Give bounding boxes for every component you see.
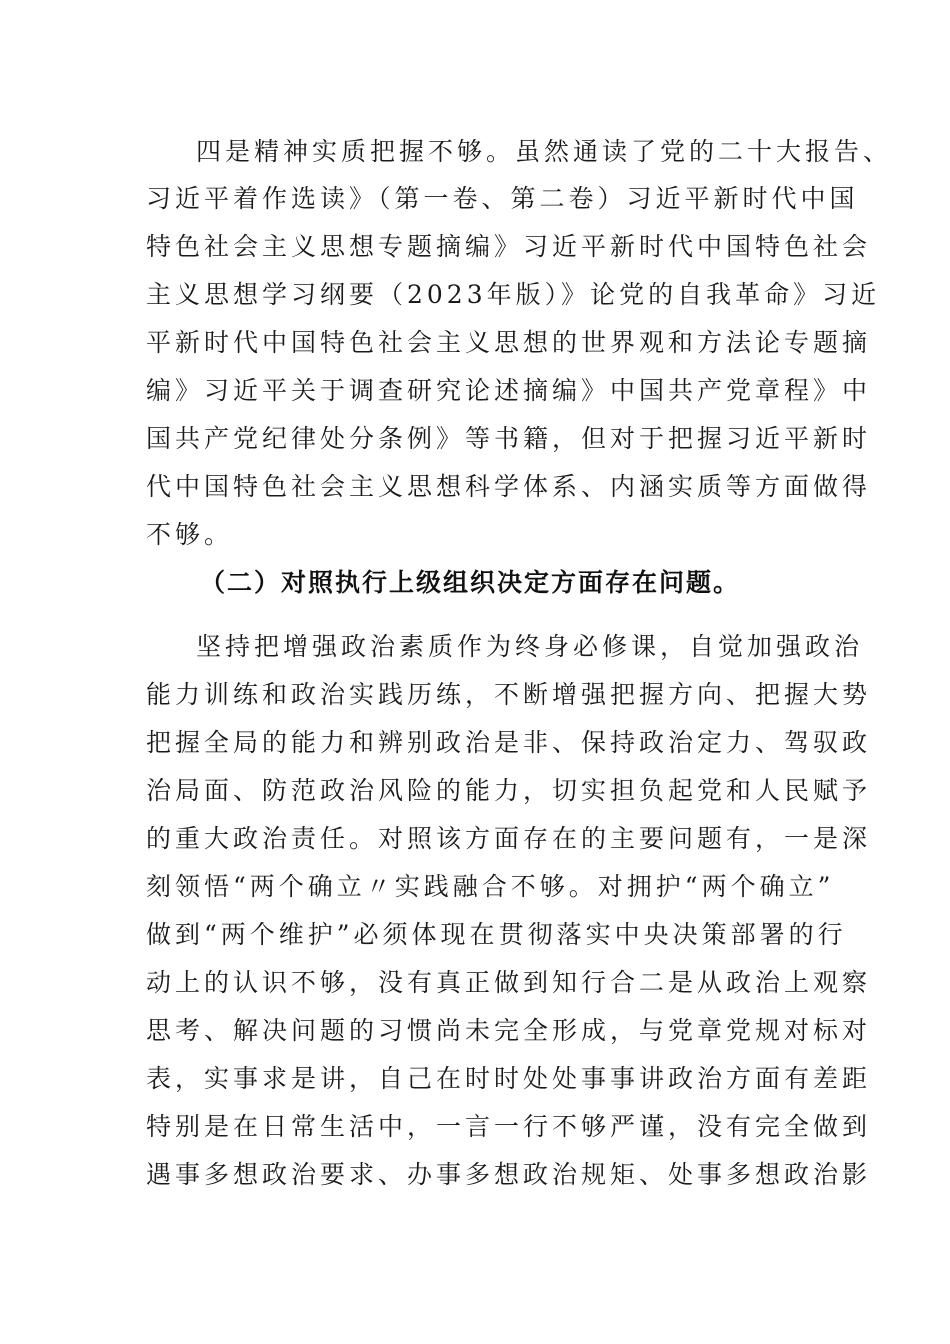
section-heading: （二）对照执行上级组织决定方面存在问题。: [200, 568, 741, 597]
paragraph-line: 平新时代中国特色社会主义思想的世界观和方法论专题摘: [146, 328, 872, 357]
paragraph-line: 把握全局的能力和辨别政治是非、保持政治定力、驾驭政: [146, 728, 872, 757]
paragraph-line: 习近平着作选读》（第一卷、第二卷）习近平新时代中国: [146, 184, 859, 213]
paragraph-line: 表，实事求是讲，自己在时时处处事事讲政治方面有差距: [146, 1064, 872, 1093]
paragraph-line: 主义思想学习纲要（2023年版）》论党的自我革命》习近: [146, 280, 881, 309]
paragraph-line: 的重大政治责任。对照该方面存在的主要问题有，一是深: [146, 824, 872, 853]
paragraph-line: 思考、解决问题的习惯尚未完全形成，与党章党规对标对: [146, 1016, 872, 1045]
paragraph-line: 编》习近平关于调查研究论述摘编》中国共产党章程》中: [146, 376, 872, 405]
paragraph-line: 四是精神实质把握不够。虽然通读了党的二十大报告、: [196, 137, 893, 166]
paragraph-line: 动上的认识不够，没有真正做到知行合二是从政治上观察: [146, 968, 872, 997]
paragraph-line: 特别是在日常生活中，一言一行不够严谨，没有完全做到: [146, 1112, 872, 1141]
paragraph-line: 治局面、防范政治风险的能力，切实担负起党和人民赋予: [146, 776, 872, 805]
paragraph-line: 刻领悟“两个确立〃实践融合不够。对拥护“两个确立”: [146, 872, 835, 901]
paragraph-line: 做到“两个维护”必须体现在贯彻落实中央决策部署的行: [146, 920, 847, 949]
paragraph-line: 能力训练和政治实践历练，不断增强把握方向、把握大势: [146, 680, 872, 709]
paragraph-line: 特色社会主义思想专题摘编》习近平新时代中国特色社会: [146, 232, 872, 261]
paragraph-line: 遇事多想政治要求、办事多想政治规矩、处事多想政治影: [146, 1160, 872, 1189]
paragraph-line: 不够。: [146, 520, 234, 549]
paragraph-line: 国共产党纪律处分条例》等书籍，但对于把握习近平新时: [146, 424, 872, 453]
paragraph-line: 坚持把增强政治素质作为终身必修课，自觉加强政治: [196, 632, 864, 661]
paragraph-line: 代中国特色社会主义思想科学体系、内涵实质等方面做得: [146, 472, 872, 501]
